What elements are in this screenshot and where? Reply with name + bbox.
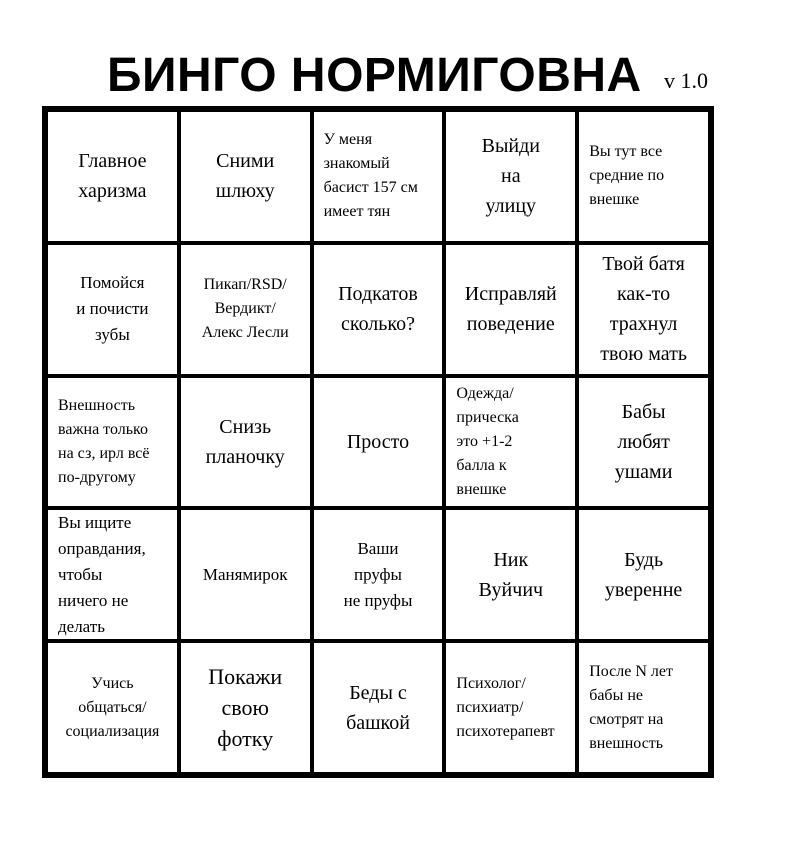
bingo-cell-text: Вы тут все средние по внешке — [589, 143, 665, 209]
bingo-cell-text: Одежда/ прическа это +1-2 балла к внешке — [456, 384, 519, 498]
bingo-cell-text: Беды с башкой — [346, 681, 410, 734]
bingo-cell-text: Главное харизма — [78, 150, 147, 203]
bingo-cell — [314, 643, 443, 772]
version-label: v 1.0 — [664, 68, 708, 93]
bingo-cell — [314, 112, 443, 241]
bingo-cell — [181, 245, 310, 374]
bingo-cell — [48, 643, 177, 772]
bingo-cell — [48, 112, 177, 241]
bingo-cell — [181, 510, 310, 639]
page-title: БИНГО НОРМИГОВНА — [107, 49, 642, 102]
bingo-cell-text: Покажи свою фотку — [208, 664, 283, 752]
bingo-cell — [579, 245, 708, 374]
bingo-cell — [446, 245, 575, 374]
bingo-cell — [48, 378, 177, 507]
bingo-cell-text: Снизь планочку — [205, 415, 285, 468]
bingo-cell — [446, 378, 575, 507]
bingo-cell — [446, 510, 575, 639]
bingo-cell — [446, 643, 575, 772]
bingo-cell — [181, 112, 310, 241]
bingo-cell — [579, 510, 708, 639]
bingo-cell — [48, 245, 177, 374]
bingo-cell-text: Учись общаться/ социализация — [65, 674, 160, 740]
bingo-cell-text: Манямирок — [202, 564, 288, 584]
bingo-cell — [579, 378, 708, 507]
bingo-cell — [48, 510, 177, 639]
bingo-cell-text: Ник Вуйчич — [478, 548, 544, 601]
bingo-cell-text: У меня знакомый басист 157 см имеет тян — [323, 131, 418, 221]
bingo-cell-text: Будь уверенне — [604, 548, 683, 601]
bingo-cell-text: Исправляй поведение — [464, 283, 557, 336]
bingo-cell — [579, 643, 708, 772]
bingo-cell-text: Помойся и почисти зубы — [76, 273, 149, 345]
bingo-cell-text: Психолог/ психиатр/ психотерапевт — [456, 674, 555, 740]
bingo-cell-text: Подкатов сколько? — [338, 283, 418, 336]
title-bar — [0, 46, 800, 106]
bingo-cell-text: Вы ищите оправдания, чтобы ничего не делать — [58, 512, 146, 636]
bingo-cell — [579, 112, 708, 241]
bingo-cell-text: Бабы любят ушами — [614, 400, 673, 483]
bingo-cell-text: Ваши пруфы не пруфы — [343, 538, 413, 610]
bingo-cell — [314, 378, 443, 507]
bingo-cell-text: Внешность важна только на сз, ирл всё по-другому — [58, 396, 150, 486]
bingo-cell-text: После N лет бабы не смотрят на внешность — [589, 662, 673, 752]
bingo-cell-text: Пикап/RSD/ Вердикт/ Алекс Лесли — [201, 276, 289, 342]
bingo-cell-text: Твой батя как-то трахнул твою мать — [600, 253, 687, 366]
bingo-cell-text: Сними шлюху — [215, 150, 275, 203]
bingo-cell — [314, 510, 443, 639]
bingo-cell — [181, 378, 310, 507]
bingo-cell-text: Выйди на улицу — [481, 135, 540, 218]
bingo-board — [42, 106, 714, 778]
bingo-cell — [314, 245, 443, 374]
bingo-cell — [181, 643, 310, 772]
bingo-cell-text: Просто — [346, 430, 410, 453]
bingo-cell — [446, 112, 575, 241]
